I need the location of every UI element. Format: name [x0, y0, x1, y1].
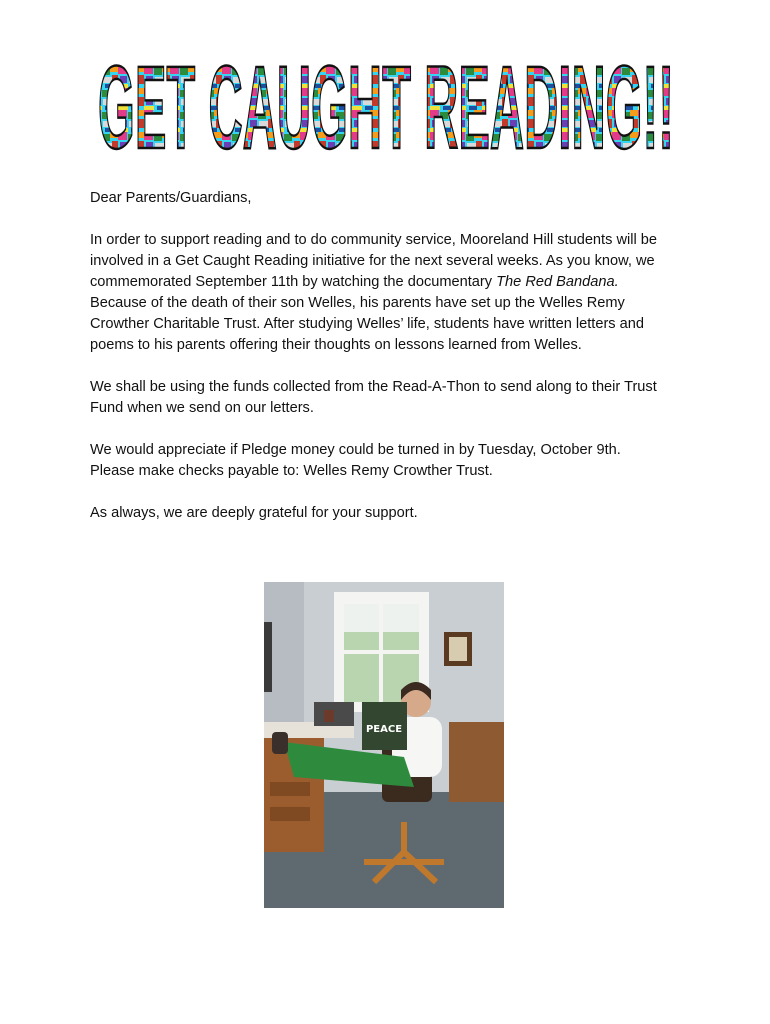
banner-text: GET CAUGHT READING!!: [98, 44, 674, 162]
text-line: Please make checks payable to: Welles Remy Crowther Trust.: [90, 463, 493, 479]
salutation: Dear Parents/Guardians,: [90, 190, 252, 206]
text-line: poems to his parents offering their thoughts on lessons learned from Welles.: [90, 337, 582, 353]
text-line: We would appreciate if Pledge money could be turned in by Tuesday, October 9th.: [90, 442, 621, 458]
paragraph-3: [90, 440, 690, 482]
text-line: Because of the death of their son Welles, his parents have set up the Welles Remy: [90, 295, 625, 311]
documentary-title: The Red Bandana.: [496, 274, 619, 290]
text-line: Fund when we send on our letters.: [90, 400, 314, 416]
letter-body: [90, 188, 690, 545]
text-line: involved in a Get Caught Reading initiative for the next several weeks. As you know, we: [90, 253, 655, 269]
text-line: In order to support reading and to do community service, Mooreland Hill students will be: [90, 232, 658, 248]
banner-title: [92, 44, 680, 162]
paragraph-1: [90, 230, 690, 356]
text-line: Crowther Charitable Trust. After studying Welles’ life, students have written letters and: [90, 316, 645, 332]
text-line: [90, 272, 690, 293]
paragraph-2: [90, 377, 690, 419]
photo-person-reading: [264, 582, 504, 908]
text-segment: commemorated September 11th by watching the documentary: [90, 274, 497, 290]
text-line: We shall be using the funds collected from the Read-A-Thon to send along to their Trust: [90, 379, 657, 395]
book-cover-text: PEACE: [365, 724, 403, 735]
paragraph-4: As always, we are deeply grateful for your support.: [90, 505, 418, 521]
